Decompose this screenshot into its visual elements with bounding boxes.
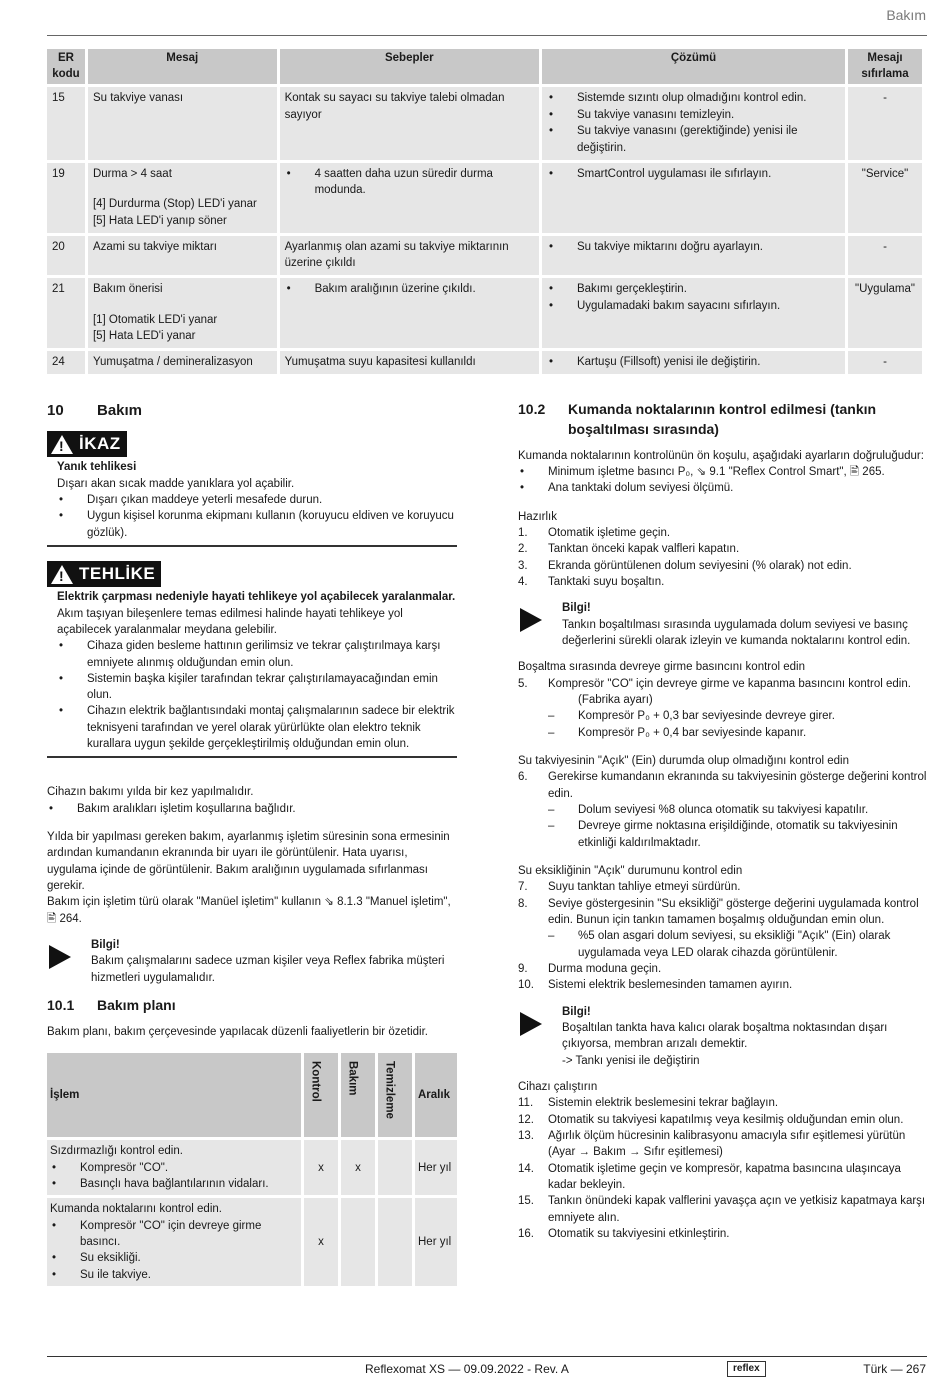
error-message: [88, 87, 277, 160]
header-rule: [47, 35, 927, 36]
list-item: • Su takviye vanasını (gerektiğinde) yenisi ile değiştirin.: [547, 123, 840, 156]
error-fix: [542, 351, 845, 374]
error-table: [44, 46, 925, 377]
dash-mark: –: [548, 820, 555, 833]
prerequisite-list: [518, 464, 928, 497]
cause-list: [285, 281, 534, 298]
error-fix: [542, 278, 845, 348]
dash-mark: –: [548, 726, 555, 739]
plan-bakim: [341, 1198, 375, 1286]
plan-activity-list: [50, 1218, 298, 1283]
error-code: 15: [47, 87, 85, 160]
info-note: [47, 937, 457, 986]
message-line: Azami su takviye miktarı: [92, 240, 217, 253]
th-er-kodu: ER kodu: [47, 49, 85, 84]
step-text: Seviye göstergesinin "Su eksikliği" gösterge değerini uygulamada kontrol edin. Bunun için tankın tamamen boşalmış olduğundan emin olun.: [548, 897, 919, 926]
list-item: • Su takviye miktarını doğru ayarlayın.: [547, 239, 840, 256]
s2-sub: (Fabrika ayarı): [578, 694, 653, 707]
ikaz-text: Dışarı akan sıcak madde yanıklara yol açabilir.: [57, 477, 295, 490]
error-cause: [280, 87, 539, 160]
plan-temizleme: [378, 1198, 412, 1286]
fix-list: [547, 90, 840, 157]
list-item: • Bakımı gerçekleştirin.: [547, 281, 840, 298]
footer-rule: [47, 1356, 927, 1357]
plan-row: [47, 1140, 457, 1195]
message-line: Yumuşatma / demineralizasyon: [92, 356, 253, 369]
step-item: [518, 558, 928, 574]
step-item: [518, 574, 928, 590]
info-title: Bilgi!: [562, 1005, 591, 1018]
step-number: 7.: [518, 881, 528, 894]
list-item: • Kompresör "CO" için devreye girme basıncı.: [50, 1218, 298, 1251]
error-message: [88, 236, 277, 275]
s2-title: Boşaltma sırasında devreye girme basıncını kontrol edin: [518, 661, 806, 674]
error-code: 20: [47, 236, 85, 275]
fix-list: [547, 281, 840, 314]
step-item: [518, 896, 928, 929]
s5-title: Cihazı çalıştırın: [518, 1080, 598, 1093]
fix-list: [547, 166, 840, 183]
th-mesaj: Mesaj: [88, 49, 277, 84]
step-text: Tanktan önceki kapak valfleri kapatın.: [548, 543, 740, 556]
hazirlik-steps: [518, 525, 928, 590]
step-text: Tankın önündeki kapak valflerini yavaşça açın ve yetkisiz kapatmaya karşı emniyete alın.: [548, 1195, 926, 1224]
maintenance-paragraph: Yılda bir yapılması gereken bakım, ayarlanmış işletim süresinin sona ermesinin ardından kumandanın ekranında bir uyarı ile görüntülenir. Hata uyarısı, uygulama içinde de görüntülenir. Bakım aralığının uygulamada sıfırlanması gerekir.: [47, 831, 450, 893]
step-number: 16.: [518, 1227, 534, 1240]
s3-title: Su takviyesinin "Açık" (Ein) durumda olup olmadığını kontrol edin: [518, 755, 849, 767]
list-item: • Sistemde sızıntı olup olmadığını kontrol edin.: [547, 90, 840, 107]
warning-triangle-icon: [51, 565, 73, 584]
plan-th-bakim: Bakım: [341, 1053, 375, 1137]
footer-page: Türk — 267: [863, 1362, 926, 1376]
step-number: 12.: [518, 1113, 534, 1126]
plan-aralik: Her yıl: [415, 1140, 457, 1195]
dash-mark: –: [548, 930, 555, 943]
step-item: [518, 1161, 928, 1194]
s4-title: Su eksikliğinin "Açık" durumunu kontrol edin: [518, 864, 743, 877]
error-message: [88, 351, 277, 374]
message-line: [5] Hata LED'i yanar: [92, 330, 196, 343]
list-item: • Basınçlı hava bağlantılarının vidaları.: [50, 1176, 298, 1192]
s5-steps: [518, 1095, 928, 1242]
step-number: 8.: [518, 897, 528, 910]
dash-item: [548, 818, 928, 851]
step-text: Suyu tanktan tahliye etmeyi sürdürün.: [548, 881, 741, 894]
message-line: [4] Durdurma (Stop) LED'i yanar: [92, 198, 257, 211]
info-note-2: [518, 1004, 928, 1069]
dash-mark: –: [548, 710, 555, 723]
s2-steps: [518, 676, 928, 692]
plan-kontrol: x: [304, 1140, 338, 1195]
reflex-logo: reflex: [727, 1361, 766, 1377]
plan-kontrol: x: [304, 1198, 338, 1286]
info-text: Boşaltılan tankta hava kalıcı olarak boşaltma noktasından dışarı çıkıyorsa, membran arızalı demektir.: [562, 1021, 888, 1051]
list-item: • Minimum işletme basıncı P₀, ⇘ 9.1 "Reflex Control Smart", 🖹 265.: [518, 464, 928, 480]
step-item: [518, 1226, 928, 1242]
s4-steps: [518, 879, 928, 928]
dash-item: [548, 725, 928, 741]
dash-text: Dolum seviyesi %8 olunca otomatik su takviyesi kapatılır.: [578, 803, 869, 816]
list-item: • Bakım aralıkları işletim koşullarına bağlıdır.: [47, 801, 457, 817]
step-text: Durma moduna geçin.: [548, 962, 662, 975]
running-header: Bakım: [886, 7, 926, 23]
step-item: [518, 977, 928, 993]
list-item: • Cihaza giden besleme hattının gerilimsiz ve tekrar çalıştırılmaya karşı emniyete alınmış olduğundan emin olun.: [57, 638, 457, 671]
error-reset: -: [848, 236, 922, 275]
step-number: 15.: [518, 1195, 534, 1208]
error-code: 24: [47, 351, 85, 374]
th-mesaj-sifirlama: Mesajı sıfırlama: [848, 49, 922, 84]
step-item: [518, 525, 928, 541]
message-line: [93, 298, 272, 312]
step-text: Tanktaki suyu boşaltın.: [548, 576, 665, 589]
error-reset: -: [848, 87, 922, 160]
step-text: Sistemi elektrik beslemesinden tamamen ayırın.: [548, 979, 793, 992]
step-item: 6. Gerekirse kumandanın ekranında su takviyesinin gösterge değerini kontrol edin.: [518, 771, 927, 800]
step-item: [518, 1128, 928, 1161]
section-heading-10-2: 10.2 Kumanda noktalarının kontrol edilmesi (tankın boşaltılması sırasında): [518, 401, 877, 437]
step-item: [518, 879, 928, 895]
plan-activity-title: Sızdırmazlığı kontrol edin.: [50, 1145, 183, 1158]
error-message: [88, 278, 277, 348]
step-text: Sistemin elektrik beslemesini tekrar bağlayın.: [548, 1097, 779, 1110]
left-column: [47, 400, 457, 1289]
step-item: [518, 1193, 928, 1226]
list-item: • Kartuşu (Fillsoft) yenisi ile değiştirin.: [547, 354, 840, 371]
step-text: Otomatik işletime geçin ve kompresör, kapatma basıncına ulaşıncaya kadar bekleyin.: [548, 1162, 901, 1191]
list-item: • Dışarı çıkan maddeye yeterli mesafede durun.: [57, 492, 457, 508]
info-arrow-icon: [49, 945, 71, 969]
th-cozumu: Çözümü: [542, 49, 845, 84]
dash-text: Devreye girme noktasına erişildiğinde, otomatik su takviyesinin etkinliği kaldırılmaktadır.: [578, 820, 898, 849]
step-text: Ağırlık ölçüm hücresinin kalibrasyonu amacıyla sıfır eşitlemesi yürütün (Ayar → Bakım → Sıfır eşitlemesi): [548, 1129, 906, 1159]
list-item: • 4 saatten daha uzun süredir durma modunda.: [285, 166, 534, 199]
fix-list: [547, 354, 840, 371]
maintenance-plan-table: [44, 1050, 460, 1289]
info-title: Bilgi!: [562, 602, 591, 615]
ikaz-title: Yanık tehlikesi: [57, 461, 137, 474]
plan-bakim: x: [341, 1140, 375, 1195]
s4-dash-list: [518, 928, 928, 961]
cause-list: [285, 166, 534, 199]
error-cause: [280, 278, 539, 348]
step-number: 4.: [518, 576, 528, 589]
step-number: 13.: [518, 1129, 534, 1142]
step-item: [518, 1112, 928, 1128]
list-item: • SmartControl uygulaması ile sıfırlayın.: [547, 166, 840, 183]
error-reset: "Service": [848, 163, 922, 233]
error-row: [47, 278, 922, 348]
tehlike-title: Elektrik çarpması nedeniyle hayati tehlikeye yol açabilecek yaralanmalar.: [57, 591, 456, 604]
info-arrow-icon: [520, 608, 542, 632]
plan-activity-title: Kumanda noktalarını kontrol edin.: [50, 1203, 222, 1216]
step-text: Otomatik su takviyesini etkinleştirin.: [548, 1227, 730, 1240]
message-line: Su takviye vanası: [92, 92, 184, 105]
tehlike-list: [57, 638, 457, 752]
info-text: Bakım çalışmalarını sadece uzman kişiler veya Reflex fabrika müşteri hizmetleri uygulamalıdır.: [91, 955, 445, 984]
message-line: [5] Hata LED'i yanıp söner: [92, 215, 227, 228]
list-item: • Kompresör "CO".: [50, 1160, 298, 1176]
info-note-1: [518, 600, 928, 649]
plan-activity-list: [50, 1160, 298, 1193]
error-row: [47, 236, 922, 275]
message-line: Durma > 4 saat: [92, 167, 172, 180]
error-cause: [280, 351, 539, 374]
step-number: 2.: [518, 543, 528, 556]
tehlike-text: Akım taşıyan bileşenlere temas edilmesi halinde hayati tehlikeye yol açabilecek yaralanmalar meydana gelebilir.: [57, 607, 403, 636]
info-title: Bilgi!: [91, 939, 120, 952]
list-item: • Su ile takviye.: [50, 1267, 298, 1283]
fix-list: [547, 239, 840, 256]
message-line: Bakım önerisi: [92, 283, 163, 296]
tehlike-badge: ! TEHLİKE: [47, 561, 161, 587]
list-item: • Ana tanktaki dolum seviyesi ölçümü.: [518, 480, 928, 496]
step-number: 3.: [518, 559, 528, 572]
plan-aralik: Her yıl: [415, 1198, 457, 1286]
maintenance-yearly: Cihazın bakımı yılda bir kez yapılmalıdır.: [47, 786, 254, 799]
section-heading-10-1: 10.1 Bakım planı: [47, 997, 176, 1014]
list-item: • Uygulamadaki bakım sayacını sıfırlayın.: [547, 298, 840, 315]
error-cause: [280, 236, 539, 275]
ikaz-badge: ! İKAZ: [47, 431, 127, 457]
dash-text: Kompresör P₀ + 0,3 bar seviyesinde devreye girer.: [578, 710, 835, 723]
plan-th-islem: İşlem: [47, 1053, 301, 1137]
step-number: 10.: [518, 979, 534, 992]
dash-text: %5 olan asgari dolum seviyesi, su eksikliği "Açık" (Ein) olarak uygulamada veya LED olarak cihazda görüntülenir.: [578, 930, 891, 959]
step-text: Ekranda görüntülenen dolum seviyesini (% olarak) not edin.: [548, 559, 852, 572]
step-text: Otomatik su takviyesi kapatılmış veya kesilmiş olduğundan emin olun.: [548, 1113, 904, 1126]
dash-mark: –: [548, 803, 555, 816]
cause-text: Kontak su sayacı su takviye talebi olmadan sayıyor: [284, 92, 505, 121]
plan-row: [47, 1198, 457, 1286]
warning-triangle-icon: [51, 435, 73, 454]
list-item: • Su takviye vanasını temizleyin.: [547, 107, 840, 124]
s3-dash-list: [518, 802, 928, 851]
error-message: [88, 163, 277, 233]
ikaz-warning: [47, 431, 457, 547]
step-item: [518, 1095, 928, 1111]
error-reset: "Uygulama": [848, 278, 922, 348]
step-item: [518, 961, 928, 977]
step-text: Otomatik işletime geçin.: [548, 527, 671, 540]
error-code: 21: [47, 278, 85, 348]
manual-mode-reference: Bakım için işletim türü olarak "Manüel işletim" kullanın ⇘ 8.1.3 "Manuel işletim", 🖹 264.: [47, 896, 451, 925]
footer-doc-id: Reflexomat XS — 09.09.2022 - Rev. A: [365, 1362, 569, 1376]
error-row: [47, 163, 922, 233]
dash-item: [548, 802, 928, 818]
plan-th-temizleme: Temizleme: [378, 1053, 412, 1137]
hazirlik-title: Hazırlık: [518, 510, 557, 523]
section-heading-10: 10 Bakım: [47, 402, 143, 419]
th-sebepler: Sebepler: [280, 49, 539, 84]
maintenance-interval-list: [47, 801, 457, 817]
plan-th-aralik: Aralık: [415, 1053, 457, 1137]
check-intro: Kumanda noktalarının kontrolünün ön koşulu, aşağıdaki ayarların doğruluğudur:: [518, 449, 924, 462]
dash-item: [548, 928, 928, 961]
right-column: [518, 400, 928, 1242]
message-line: [1] Otomatik LED'i yanar: [92, 313, 218, 326]
message-line: [93, 182, 272, 196]
list-item: • Uygun kişisel korunma ekipmanı kullanın (koruyucu eldiven ve koruyucu gözlük).: [57, 508, 457, 541]
s4-steps-2: [518, 961, 928, 994]
dash-item: [548, 708, 928, 724]
step-number: 1.: [518, 527, 528, 540]
list-item: • Cihazın elektrik bağlantısındaki montaj çalışmalarının sadece bir elektrik teknisyeni tarafından ve yerel olarak yürürlükte olan elektro teknik kurallara uygun şekilde gerçekleştirilmiş olduğundan emin olun.: [57, 703, 457, 752]
s3-steps: [518, 769, 928, 802]
ikaz-list: [57, 492, 457, 541]
cause-text: Ayarlanmış olan azami su takviye miktarının üzerine çıkıldı: [284, 240, 509, 270]
plan-activity: [47, 1140, 301, 1195]
step-item: [518, 541, 928, 557]
info-arrow-icon: [520, 1012, 542, 1036]
cause-text: Yumuşatma suyu kapasitesi kullanıldı: [284, 356, 476, 369]
error-row: [47, 87, 922, 160]
s2-dash-list: [518, 708, 928, 741]
list-item: • Sistemin başka kişiler tarafından tekrar çalıştırılamayacağından emin olun.: [57, 671, 457, 704]
error-code: 19: [47, 163, 85, 233]
list-item: • Bakım aralığının üzerine çıkıldı.: [285, 281, 534, 298]
error-row: [47, 351, 922, 374]
error-reset: -: [848, 351, 922, 374]
error-fix: [542, 236, 845, 275]
step-number: 11.: [518, 1097, 534, 1110]
plan-activity: [47, 1198, 301, 1286]
tehlike-warning: [47, 561, 457, 758]
info-text-2: -> Tankı yenisi ile değiştirin: [562, 1054, 700, 1067]
plan-temizleme: [378, 1140, 412, 1195]
plan-intro: Bakım planı, bakım çerçevesinde yapılacak düzenli faaliyetlerin bir özetidir.: [47, 1025, 428, 1038]
error-fix: [542, 87, 845, 160]
info-text: Tankın boşaltılması sırasında uygulamada dolum seviyesi ve basınç değerlerini sürekli olarak izleyin ve kumanda noktalarını kontrol edin.: [562, 618, 911, 648]
step-item: 5. Kompresör "CO" için devreye girme ve kapanma basıncını kontrol edin.: [518, 677, 911, 690]
plan-th-kontrol: Kontrol: [304, 1053, 338, 1137]
error-cause: [280, 163, 539, 233]
step-number: 9.: [518, 962, 528, 975]
step-number: 14.: [518, 1162, 534, 1175]
list-item: • Su eksikliği.: [50, 1250, 298, 1266]
error-fix: [542, 163, 845, 233]
dash-text: Kompresör P₀ + 0,4 bar seviyesinde kapanır.: [578, 726, 807, 739]
